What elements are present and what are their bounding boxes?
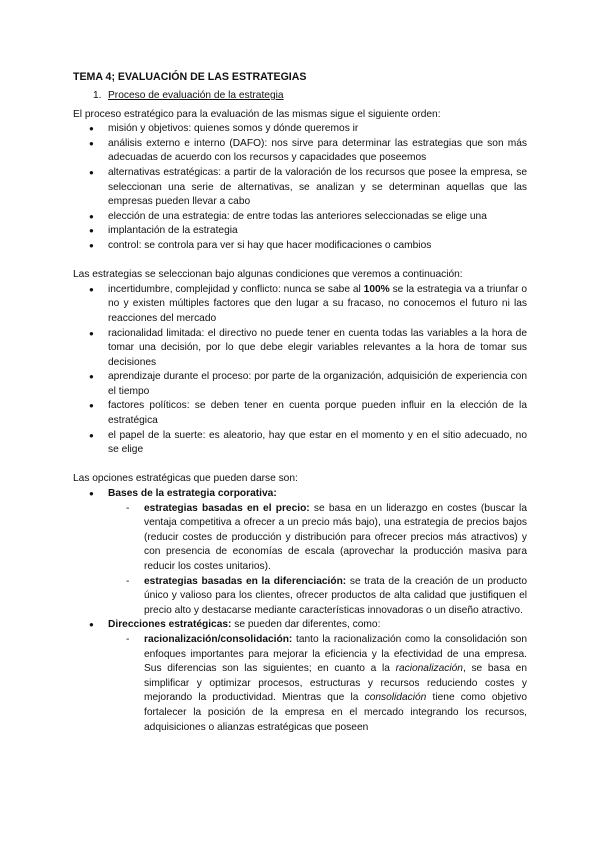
list-item: ● control: se controla para ver si hay que hacer modificaciones o cambios: [73, 239, 527, 254]
list-item: ● elección de una estrategia: de entre todas las anteriores seleccionadas se elige una: [73, 210, 527, 225]
list-item-bases: [73, 487, 527, 618]
conditions-list: [73, 283, 527, 458]
list-item: ● factores políticos: se deben tener en cuenta porque pueden influir en la elección de la estratégica: [73, 399, 527, 428]
direcciones-heading: Direcciones estratégicas:: [108, 619, 232, 631]
list-item: ● aprendizaje durante el proceso: por parte de la organización, adquisición de experiencia con el tiempo: [73, 370, 527, 399]
sublist-item: - racionalización/consolidación: tanto la racionalización como la consolidación son enfoques importantes para mejorar la eficiencia y la efectividad de una empresa. Sus diferencias son las siguientes; en cuanto a la racionalización, se basa en simplificar y optimizar procesos, estructuras y recursos reduciendo costes y mejorando la productividad. Mientras que la consolidación tiene como objetivo fortalecer la posición de la empresa en el mercado integrando los recursos, adquisiciones o alianzas estratégicas que poseen: [108, 633, 527, 735]
section-number: 1.: [93, 90, 102, 101]
bases-sublist: [108, 502, 527, 619]
intro-paragraph-1: El proceso estratégico para la evaluación de las mismas sigue el siguiente orden:: [73, 108, 441, 120]
options-list: [73, 487, 527, 735]
sublist-item: - estrategias basadas en el precio: se basa en un liderazgo en costes (buscar la ventaja competitiva a ofrecer a un precio más bajo), una estrategia de precios bajos (reducir costes de producción y distribución para ofrecer precios más atractivos) y con presencia de economías de escala (aprovechar la producción masiva para reducir los costes unitarios).: [108, 502, 527, 575]
intro-paragraph-2: Las estrategias se seleccionan bajo algunas condiciones que veremos a continuación:: [73, 269, 463, 281]
list-item: ● racionalidad limitada: el directivo no puede tener en cuenta todas las variables a la hora de tomar una decisión, por lo que debe elegir variables relevantes a la hora de tomar sus decisiones: [73, 327, 527, 371]
direcciones-sublist: [108, 633, 527, 735]
list-item: ● implantación de la estrategia: [73, 224, 527, 239]
list-item: ● el papel de la suerte: es aleatorio, hay que estar en el momento y en el sitio adecuado, no se elige: [73, 429, 527, 458]
section-heading: [93, 89, 527, 104]
list-item: ● análisis externo e interno (DAFO): nos sirve para determinar las estrategias que son más adecuadas de acuerdo con los recursos y capacidades que poseemos: [73, 137, 527, 166]
bases-heading: Bases de la estrategia corporativa:: [108, 488, 277, 500]
section-title: Proceso de evaluación de la estrategia: [108, 90, 284, 101]
list-item: ● alternativas estratégicas: a partir de la valoración de los recursos que posee la empresa, se seleccionan una serie de alternativas, se analizan y se determinan aquellas que las empresas pueden llevar a cabo: [73, 166, 527, 210]
process-list: [73, 122, 527, 253]
page-title: TEMA 4; EVALUACIÓN DE LAS ESTRATEGIAS: [73, 71, 307, 83]
list-item: ● misión y objetivos: quienes somos y dónde queremos ir: [73, 122, 527, 137]
sublist-item: - estrategias basadas en la diferenciación: se trata de la creación de un producto único y valioso para los clientes, ofrecer productos de alta calidad que justifiquen el precio alto y destacarse mediante características innovadoras o un diseño atractivo.: [108, 575, 527, 619]
list-item: ● incertidumbre, complejidad y conflicto: nunca se sabe al 100% se la estrategia va a triunfar o no y existen múltiples factores que den lugar a su fracaso, no conocemos el futuro ni las reacciones del mercado: [73, 283, 527, 327]
list-item-direcciones: ● Direcciones estratégicas: se pueden dar diferentes, como: - racionalización/consolidación: tanto la racionalización como la consolidación son enfoques importantes para mejorar la eficiencia y la efectividad de una empresa. Sus diferencias son las siguientes; en cuanto a la racionalización, se basa en simplificar y optimizar procesos, estructuras y recursos reduciendo costes y mejorando la productividad. Mientras que la consolidación tiene como objetivo fortalecer la posición de la empresa en el mercado integrando los recursos, adquisiciones o alianzas estratégicas que poseen: [73, 618, 527, 735]
intro-paragraph-3: Las opciones estratégicas que pueden darse son:: [73, 473, 298, 485]
